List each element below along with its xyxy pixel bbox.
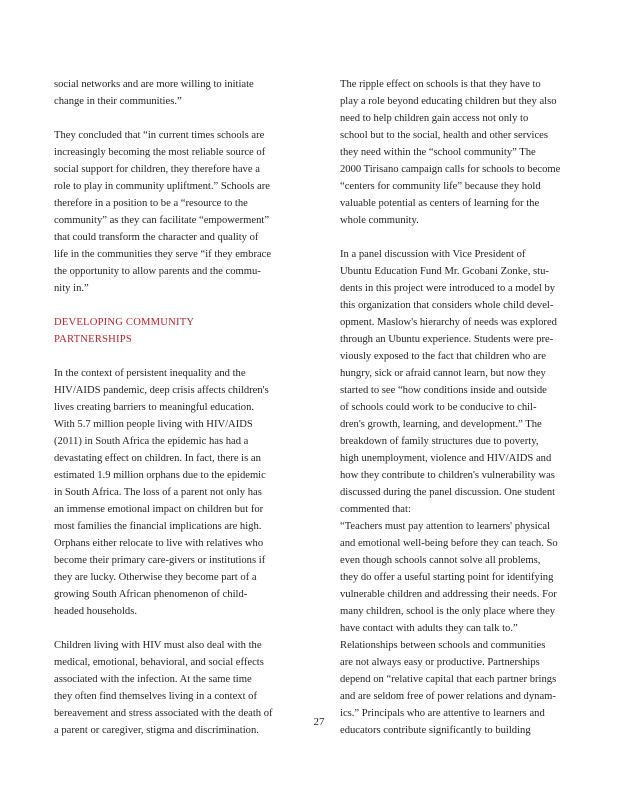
text-line: devastating effect on children. In fact, there is an bbox=[54, 453, 261, 464]
text-line: social networks and are more willing to initiate bbox=[54, 79, 254, 90]
text-line: In the context of persistent inequality and the bbox=[54, 368, 246, 379]
text-line: bereavement and stress associated with the death of bbox=[54, 708, 273, 719]
text-line: viously exposed to the fact that children who are bbox=[340, 351, 546, 362]
text-line: of schools could work to be conducive to chil- bbox=[340, 402, 537, 413]
text-line: Relationships between schools and communities bbox=[340, 640, 546, 651]
right-paragraph-2 bbox=[340, 246, 586, 739]
text-line: medical, emotional, behavioral, and social effects bbox=[54, 657, 264, 668]
text-line: They concluded that “in current times schools are bbox=[54, 130, 265, 141]
text-line: opment. Maslow's hierarchy of needs was explored bbox=[340, 317, 557, 328]
right-paragraph-1 bbox=[340, 76, 586, 229]
page-number: 27 bbox=[313, 716, 325, 728]
text-line: In a panel discussion with Vice President of bbox=[340, 249, 526, 260]
paragraph-spacer bbox=[54, 297, 300, 314]
text-line: change in their communities.” bbox=[54, 96, 182, 107]
left-paragraph-2 bbox=[54, 127, 300, 297]
text-line: they are lucky. Otherwise they become part of a bbox=[54, 572, 257, 583]
left-column bbox=[54, 76, 300, 739]
text-line: whole community. bbox=[340, 215, 419, 226]
text-line: community” as they can facilitate “empowerment” bbox=[54, 215, 270, 226]
text-line: role to play in community upliftment.” Schools are bbox=[54, 181, 270, 192]
text-line: ics.” Principals who are attentive to learners and bbox=[340, 708, 545, 719]
paragraph-spacer bbox=[54, 110, 300, 127]
text-line: in South Africa. The loss of a parent not only has bbox=[54, 487, 262, 498]
text-line: started to see “how conditions inside and outside bbox=[340, 385, 547, 396]
text-line: estimated 1.9 million orphans due to the epidemic bbox=[54, 470, 266, 481]
quote-line: have contact with adults they can talk to.” bbox=[340, 623, 518, 634]
section-heading bbox=[54, 314, 300, 348]
text-line: nity in.” bbox=[54, 283, 89, 294]
text-line: HIV/AIDS pandemic, deep crisis affects children's bbox=[54, 385, 269, 396]
quote-line: “Teachers must pay attention to learners' physical bbox=[340, 521, 551, 532]
paragraph-spacer bbox=[54, 620, 300, 637]
text-line: discussed during the panel discussion. One student bbox=[340, 487, 556, 498]
text-line: how they contribute to children's vulnerability was bbox=[340, 470, 555, 481]
text-line: social support for children, they therefore have a bbox=[54, 164, 260, 175]
text-line: high unemployment, violence and HIV/AIDS and bbox=[340, 453, 552, 464]
text-line: educators contribute significantly to building bbox=[340, 725, 531, 736]
left-paragraph-3 bbox=[54, 365, 300, 620]
text-line: dents in this project were introduced to a model by bbox=[340, 283, 556, 294]
text-line: associated with the infection. At the same time bbox=[54, 674, 252, 685]
quote-line: many children, school is the only place where they bbox=[340, 606, 556, 617]
text-line: become their primary care-givers or institutions if bbox=[54, 555, 266, 566]
text-line: growing South African phenomenon of child- bbox=[54, 589, 248, 600]
text-line: lives creating barriers to meaningful education. bbox=[54, 402, 255, 413]
heading-line: DEVELOPING COMMUNITY bbox=[54, 317, 195, 328]
paragraph-spacer bbox=[54, 348, 300, 365]
text-line: an immense emotional impact on children but for bbox=[54, 504, 264, 515]
right-column bbox=[340, 76, 586, 739]
text-line: With 5.7 million people living with HIV/AIDS bbox=[54, 419, 253, 430]
text-line: Orphans either relocate to live with relatives who bbox=[54, 538, 264, 549]
text-line: Children living with HIV must also deal with the bbox=[54, 640, 262, 651]
text-line: they need within the “school community” The bbox=[340, 147, 536, 158]
text-line: this organization that considers whole child devel- bbox=[340, 300, 554, 311]
text-line: (2011) in South Africa the epidemic has had a bbox=[54, 436, 249, 447]
text-line: a parent or caregiver, stigma and discrimination. bbox=[54, 725, 259, 736]
text-line: headed households. bbox=[54, 606, 137, 617]
text-line: valuable potential as centers of learning for the bbox=[340, 198, 540, 209]
text-line: therefore in a position to be a “resource to the bbox=[54, 198, 248, 209]
text-line: through an Ubuntu experience. Students were pre- bbox=[340, 334, 554, 345]
text-line: “centers for community life” because they hold bbox=[340, 181, 541, 192]
text-line: that could transform the character and quality of bbox=[54, 232, 259, 243]
quote-line: even though schools cannot solve all problems, bbox=[340, 555, 541, 566]
text-line: The ripple effect on schools is that they have to bbox=[340, 79, 541, 90]
text-line: dren's growth, learning, and development.” The bbox=[340, 419, 542, 430]
quote-line: and emotional well-being before they can teach. So bbox=[340, 538, 558, 549]
quote-line: vulnerable children and addressing their needs. For bbox=[340, 589, 557, 600]
left-paragraph-1 bbox=[54, 76, 300, 110]
text-line: they often find themselves living in a context of bbox=[54, 691, 257, 702]
text-line: hungry, sick or afraid cannot learn, but now they bbox=[340, 368, 546, 379]
text-line: depend on “relative capital that each partner brings bbox=[340, 674, 557, 685]
text-line: 2000 Tirisano campaign calls for schools to become bbox=[340, 164, 561, 175]
text-line: the opportunity to allow parents and the commu- bbox=[54, 266, 261, 277]
text-line: Ubuntu Education Fund Mr. Gcobani Zonke, stu- bbox=[340, 266, 549, 277]
quote-line: they do offer a useful starting point for identifying bbox=[340, 572, 554, 583]
text-line: play a role beyond educating children but they also bbox=[340, 96, 557, 107]
text-line: need to help children gain access not only to bbox=[340, 113, 529, 124]
text-line: and are seldom free of power relations and dynam- bbox=[340, 691, 556, 702]
text-line: breakdown of family structures due to poverty, bbox=[340, 436, 539, 447]
text-line: most families the financial implications are high. bbox=[54, 521, 262, 532]
text-line: increasingly becoming the most reliable source of bbox=[54, 147, 266, 158]
paragraph-spacer bbox=[340, 229, 586, 246]
text-line: school but to the social, health and other services bbox=[340, 130, 548, 141]
heading-line: PARTNERSHIPS bbox=[54, 334, 132, 345]
text-line: are not always easy or productive. Partnerships bbox=[340, 657, 540, 668]
text-line: commented that: bbox=[340, 504, 411, 515]
text-line: life in the communities they serve “if they embrace bbox=[54, 249, 272, 260]
